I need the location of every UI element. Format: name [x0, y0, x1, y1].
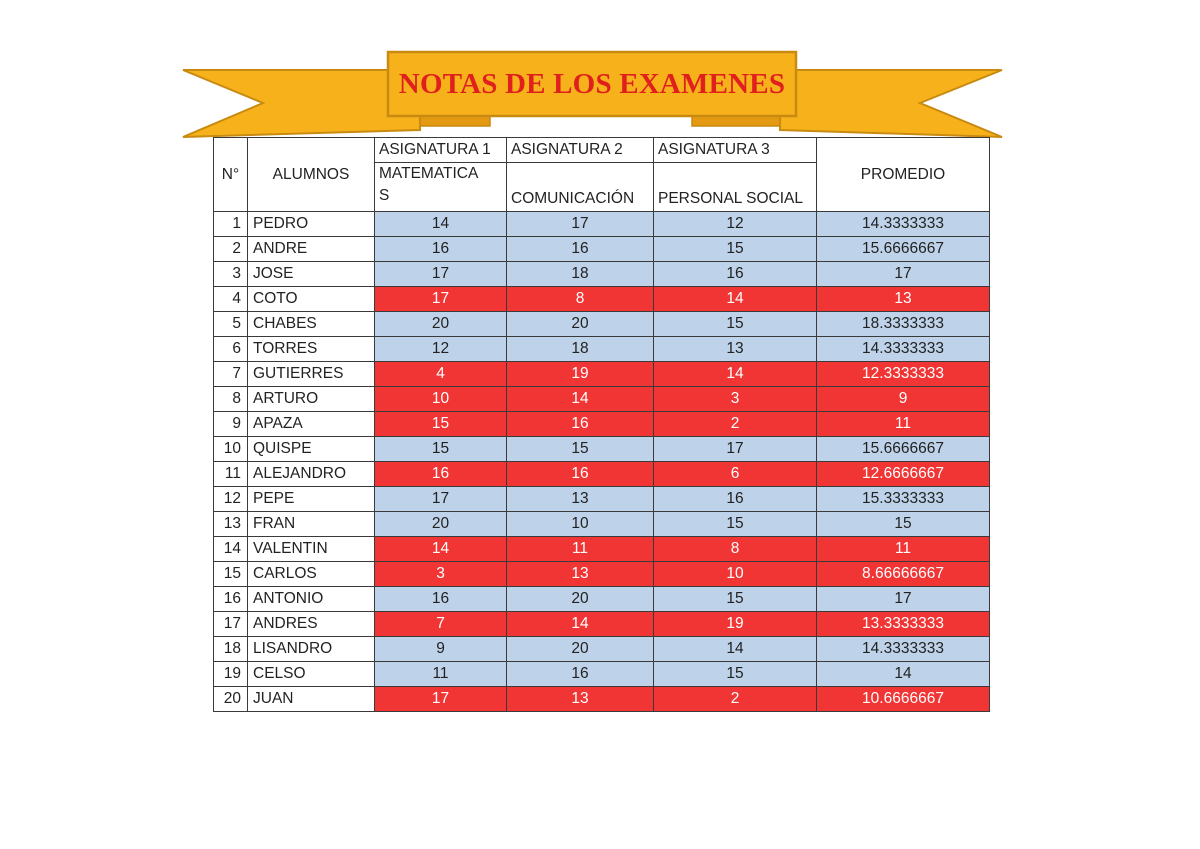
average-score: 17: [817, 587, 990, 612]
score-subject-3: 17: [654, 437, 817, 462]
average-score: 14.3333333: [817, 337, 990, 362]
student-name: TORRES: [248, 337, 375, 362]
average-score: 15.3333333: [817, 487, 990, 512]
table-row: [214, 312, 990, 337]
average-score: 11: [817, 537, 990, 562]
student-number: 6: [214, 337, 248, 362]
column-header-students: ALUMNOS: [248, 138, 375, 212]
student-name: ANDRES: [248, 612, 375, 637]
student-number: 7: [214, 362, 248, 387]
student-number: 13: [214, 512, 248, 537]
student-number: 8: [214, 387, 248, 412]
score-subject-1: 17: [375, 687, 507, 712]
table-header-row: [214, 138, 990, 163]
score-subject-3: 15: [654, 512, 817, 537]
score-subject-1: 20: [375, 312, 507, 337]
score-subject-2: 13: [507, 562, 654, 587]
score-subject-2: 13: [507, 687, 654, 712]
student-number: 10: [214, 437, 248, 462]
score-subject-1: 11: [375, 662, 507, 687]
score-subject-1: 4: [375, 362, 507, 387]
student-number: 3: [214, 262, 248, 287]
student-number: 12: [214, 487, 248, 512]
score-subject-3: 8: [654, 537, 817, 562]
student-number: 16: [214, 587, 248, 612]
table-row: [214, 587, 990, 612]
student-name: CARLOS: [248, 562, 375, 587]
student-number: 4: [214, 287, 248, 312]
average-score: 15.6666667: [817, 437, 990, 462]
average-score: 18.3333333: [817, 312, 990, 337]
table-row: [214, 337, 990, 362]
student-name: PEDRO: [248, 212, 375, 237]
table-row: [214, 487, 990, 512]
average-score: 14: [817, 662, 990, 687]
table-row: [214, 212, 990, 237]
score-subject-2: 18: [507, 262, 654, 287]
score-subject-3: 2: [654, 687, 817, 712]
score-subject-1: 16: [375, 587, 507, 612]
column-header-subject-2: ASIGNATURA 2: [507, 138, 654, 163]
table-row: [214, 387, 990, 412]
student-number: 19: [214, 662, 248, 687]
score-subject-2: 16: [507, 662, 654, 687]
student-number: 1: [214, 212, 248, 237]
student-name: ANTONIO: [248, 587, 375, 612]
score-subject-1: 14: [375, 537, 507, 562]
score-subject-2: 8: [507, 287, 654, 312]
average-score: 12.3333333: [817, 362, 990, 387]
score-subject-1: 17: [375, 287, 507, 312]
student-number: 15: [214, 562, 248, 587]
average-score: 8.66666667: [817, 562, 990, 587]
student-number: 5: [214, 312, 248, 337]
student-name: PEPE: [248, 487, 375, 512]
table-row: [214, 462, 990, 487]
table-row: [214, 287, 990, 312]
subject-name-personal-social: PERSONAL SOCIAL: [654, 163, 817, 212]
score-subject-2: 10: [507, 512, 654, 537]
table-row: [214, 262, 990, 287]
average-score: 13.3333333: [817, 612, 990, 637]
column-header-average: PROMEDIO: [817, 138, 990, 212]
score-subject-2: 16: [507, 412, 654, 437]
average-score: 17: [817, 262, 990, 287]
student-number: 18: [214, 637, 248, 662]
average-score: 14.3333333: [817, 637, 990, 662]
table-row: [214, 512, 990, 537]
subject-name-matematicas: MATEMATICA S: [375, 163, 507, 212]
average-score: 14.3333333: [817, 212, 990, 237]
average-score: 12.6666667: [817, 462, 990, 487]
column-header-number: N°: [214, 138, 248, 212]
score-subject-2: 20: [507, 637, 654, 662]
average-score: 9: [817, 387, 990, 412]
student-name: VALENTIN: [248, 537, 375, 562]
page-title: NOTAS DE LOS EXAMENES: [398, 67, 786, 100]
table-row: [214, 437, 990, 462]
student-name: COTO: [248, 287, 375, 312]
student-name: APAZA: [248, 412, 375, 437]
score-subject-3: 12: [654, 212, 817, 237]
average-score: 15.6666667: [817, 237, 990, 262]
score-subject-1: 16: [375, 237, 507, 262]
student-name: JUAN: [248, 687, 375, 712]
score-subject-3: 14: [654, 637, 817, 662]
table-row: [214, 362, 990, 387]
score-subject-3: 15: [654, 662, 817, 687]
score-subject-2: 19: [507, 362, 654, 387]
table-row: [214, 637, 990, 662]
score-subject-2: 14: [507, 387, 654, 412]
score-subject-3: 14: [654, 362, 817, 387]
student-name: CELSO: [248, 662, 375, 687]
score-subject-1: 3: [375, 562, 507, 587]
score-subject-3: 14: [654, 287, 817, 312]
score-subject-2: 16: [507, 237, 654, 262]
score-subject-3: 15: [654, 587, 817, 612]
student-number: 20: [214, 687, 248, 712]
student-name: ARTURO: [248, 387, 375, 412]
average-score: 15: [817, 512, 990, 537]
grades-table: [213, 137, 990, 712]
average-score: 10.6666667: [817, 687, 990, 712]
table-row: [214, 662, 990, 687]
score-subject-2: 15: [507, 437, 654, 462]
score-subject-2: 18: [507, 337, 654, 362]
score-subject-1: 12: [375, 337, 507, 362]
table-row: [214, 612, 990, 637]
student-name: FRAN: [248, 512, 375, 537]
table-row: [214, 412, 990, 437]
score-subject-1: 15: [375, 412, 507, 437]
score-subject-3: 19: [654, 612, 817, 637]
average-score: 13: [817, 287, 990, 312]
score-subject-1: 15: [375, 437, 507, 462]
table-row: [214, 687, 990, 712]
score-subject-1: 14: [375, 212, 507, 237]
score-subject-3: 15: [654, 237, 817, 262]
score-subject-3: 2: [654, 412, 817, 437]
student-name: LISANDRO: [248, 637, 375, 662]
score-subject-1: 9: [375, 637, 507, 662]
table-row: [214, 537, 990, 562]
score-subject-1: 16: [375, 462, 507, 487]
average-score: 11: [817, 412, 990, 437]
score-subject-3: 10: [654, 562, 817, 587]
score-subject-3: 3: [654, 387, 817, 412]
score-subject-2: 17: [507, 212, 654, 237]
student-number: 2: [214, 237, 248, 262]
score-subject-3: 13: [654, 337, 817, 362]
column-header-subject-3: ASIGNATURA 3: [654, 138, 817, 163]
student-name: ALEJANDRO: [248, 462, 375, 487]
score-subject-1: 17: [375, 487, 507, 512]
score-subject-1: 20: [375, 512, 507, 537]
student-number: 9: [214, 412, 248, 437]
table-row: [214, 562, 990, 587]
student-name: GUTIERRES: [248, 362, 375, 387]
student-name: ANDRE: [248, 237, 375, 262]
score-subject-2: 20: [507, 587, 654, 612]
score-subject-2: 16: [507, 462, 654, 487]
table-row: [214, 237, 990, 262]
score-subject-3: 16: [654, 262, 817, 287]
student-number: 11: [214, 462, 248, 487]
score-subject-1: 10: [375, 387, 507, 412]
student-number: 14: [214, 537, 248, 562]
score-subject-1: 17: [375, 262, 507, 287]
score-subject-3: 15: [654, 312, 817, 337]
ribbon-left-tail: [183, 70, 420, 137]
student-number: 17: [214, 612, 248, 637]
score-subject-2: 20: [507, 312, 654, 337]
score-subject-3: 16: [654, 487, 817, 512]
student-name: QUISPE: [248, 437, 375, 462]
student-name: JOSE: [248, 262, 375, 287]
score-subject-2: 14: [507, 612, 654, 637]
score-subject-1: 7: [375, 612, 507, 637]
ribbon-right-tail: [780, 70, 1002, 137]
grades-body: [214, 212, 990, 712]
score-subject-3: 6: [654, 462, 817, 487]
score-subject-2: 11: [507, 537, 654, 562]
column-header-subject-1: ASIGNATURA 1: [375, 138, 507, 163]
score-subject-2: 13: [507, 487, 654, 512]
subject-name-comunicacion: COMUNICACIÓN: [507, 163, 654, 212]
student-name: CHABES: [248, 312, 375, 337]
